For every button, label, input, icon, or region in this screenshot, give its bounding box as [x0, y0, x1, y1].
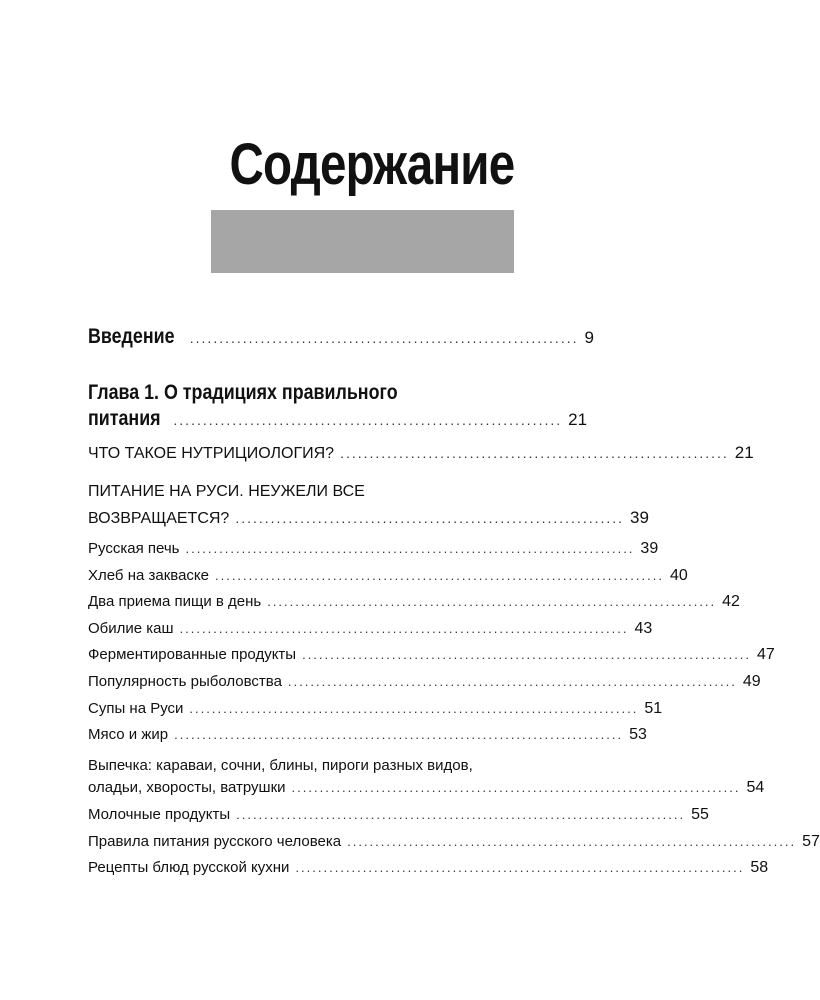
title-underbar — [211, 210, 514, 273]
toc-item-label-line1: Выпечка: караваи, сочни, блины, пироги разных видов, — [88, 756, 473, 774]
toc-label-line2: питания — [88, 407, 161, 431]
toc-leader: ................................................................................ — [295, 860, 745, 876]
toc-leader: .................................................................. — [340, 445, 729, 461]
toc-page: 9 — [584, 328, 594, 347]
toc-item-page: 57 — [802, 832, 820, 850]
toc-items — [88, 540, 820, 886]
toc-item — [88, 672, 761, 700]
toc-entry-section-1 — [88, 443, 754, 463]
toc-item-page: 40 — [669, 566, 688, 584]
toc-item-page: 55 — [691, 805, 709, 823]
toc-leader: ................................................................................ — [236, 806, 686, 822]
toc-item-label: Хлеб на закваске — [88, 566, 209, 584]
toc-item — [88, 593, 740, 620]
toc-item — [88, 726, 647, 753]
toc-leader: ................................................................................ — [302, 647, 752, 663]
toc-label-line2: ВОЗВРАЩАЕТСЯ? — [88, 510, 230, 527]
toc-item — [88, 699, 663, 727]
toc-leader: ................................................................................ — [185, 541, 635, 556]
toc-item — [88, 805, 709, 833]
toc-leader: ................................................................................ — [287, 673, 737, 689]
toc-item-label: Рецепты блюд русской кухни — [88, 859, 290, 877]
toc-item-page: 47 — [757, 646, 775, 664]
toc-item-label: Два приема пищи в день — [88, 593, 262, 611]
toc-item-page: 39 — [640, 540, 659, 557]
toc-item-label: Русская печь — [88, 540, 180, 557]
toc-item-page: 43 — [634, 619, 653, 637]
toc-label-line1: ПИТАНИЕ НА РУСИ. НЕУЖЕЛИ ВСЕ — [88, 483, 365, 500]
toc-label-line1: Глава 1. О традициях правильного — [88, 381, 398, 404]
toc-entry-intro — [88, 325, 594, 349]
toc-item — [88, 779, 765, 806]
toc-leader: ................................................................................ — [189, 700, 639, 716]
toc-item-label-line2: оладьи, хворосты, ватрушки — [88, 779, 286, 797]
toc-leader: ................................................................................ — [214, 567, 664, 583]
toc-leader: .................................................................. — [189, 330, 579, 346]
toc-item — [88, 619, 653, 647]
toc-leader: .................................................................. — [173, 412, 563, 429]
toc-item-page: 53 — [629, 726, 647, 744]
toc-leader: ................................................................................ — [347, 833, 797, 849]
toc-page: 39 — [630, 508, 649, 527]
toc-item-label: Популярность рыболовства — [88, 672, 282, 690]
toc-item-label: Обилие каш — [88, 619, 174, 637]
toc-item-page: 42 — [722, 593, 740, 611]
toc-item — [88, 566, 688, 594]
toc-item-label: Супы на Руси — [88, 699, 184, 717]
toc-page: 21 — [568, 410, 588, 430]
toc-item-label: Молочные продукты — [88, 805, 231, 823]
toc-label: Введение — [88, 325, 175, 348]
toc-page: 21 — [734, 443, 754, 462]
toc-item-label: Ферментированные продукты — [88, 646, 297, 664]
toc-leader: ................................................................................ — [267, 594, 717, 610]
toc-entry-chapter-1 — [88, 378, 588, 431]
toc-item-page: 49 — [742, 672, 761, 690]
toc-item-page: 54 — [746, 779, 765, 797]
toc-item-page: 51 — [644, 699, 663, 717]
toc-item — [88, 540, 659, 567]
toc-item-label: Мясо и жир — [88, 726, 169, 744]
toc-leader: ................................................................................ — [174, 727, 624, 743]
toc-entry-section-2 — [88, 480, 649, 528]
toc-item — [88, 832, 820, 860]
toc-item — [88, 646, 775, 673]
toc-item — [88, 859, 769, 886]
toc-leader: .................................................................. — [235, 510, 625, 526]
toc-leader: ................................................................................ — [179, 620, 629, 636]
page-title: Содержание — [229, 132, 514, 197]
toc-item-page: 58 — [750, 859, 769, 877]
toc-label: ЧТО ТАКОЕ НУТРИЦИОЛОГИЯ? — [88, 445, 335, 462]
toc-item-label: Правила питания русского человека — [88, 832, 342, 850]
toc-leader: ................................................................................ — [291, 780, 741, 796]
